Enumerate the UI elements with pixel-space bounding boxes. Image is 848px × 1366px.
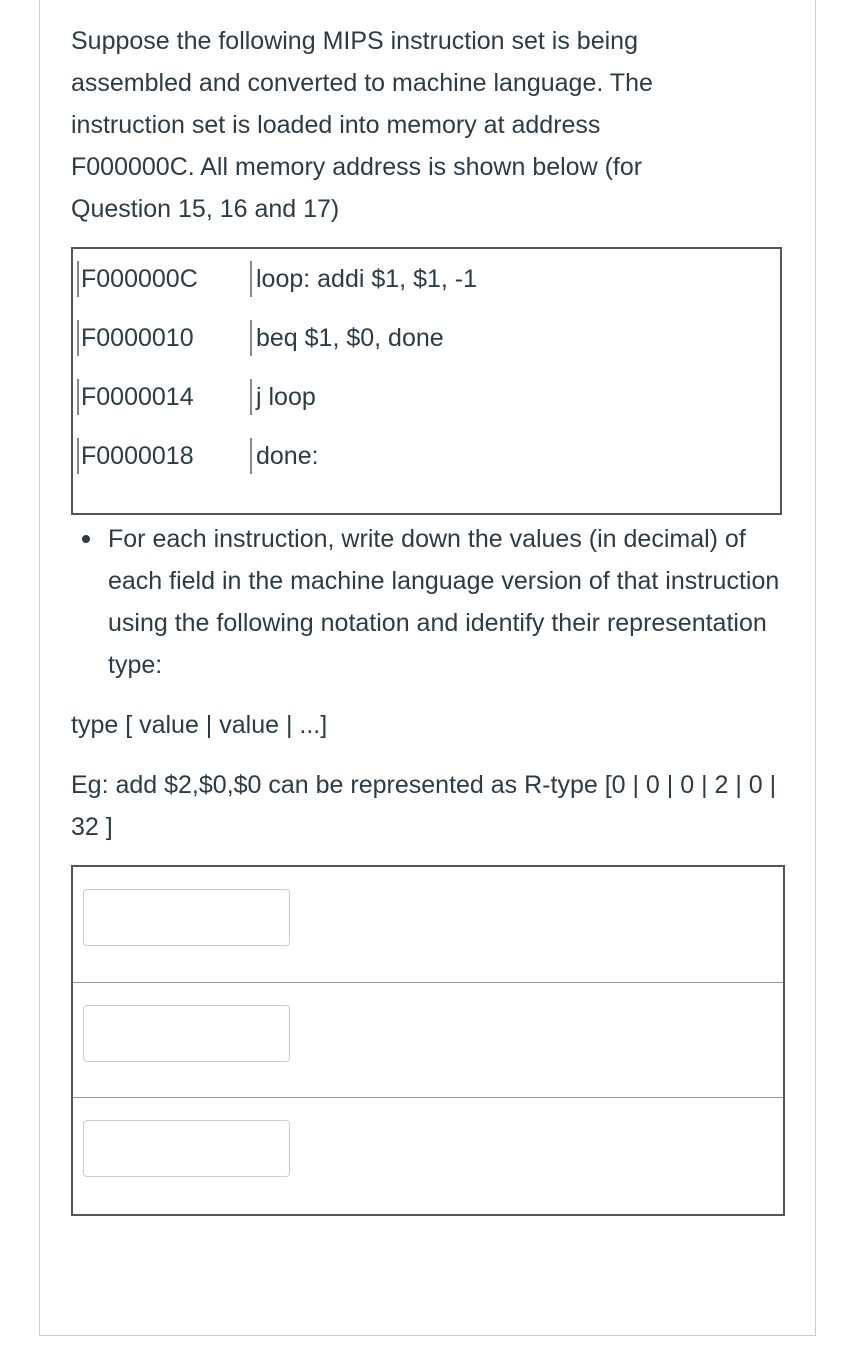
instruction-row (73, 308, 780, 367)
instruction-row (73, 367, 780, 426)
instruction-row (73, 426, 780, 485)
memory-address: F0000018 (77, 438, 194, 474)
answer-input-1[interactable] (83, 889, 290, 946)
instruction-text: loop: addi $1, $1, -1 (250, 261, 477, 297)
instruction-text: beq $1, $0, done (250, 320, 444, 356)
memory-address: F000000C (77, 261, 198, 297)
instruction-table (71, 247, 782, 515)
memory-address: F0000010 (77, 320, 194, 356)
answer-row (73, 1097, 783, 1212)
answer-input-2[interactable] (83, 1005, 290, 1062)
instruction-text: done: (250, 438, 319, 474)
list-item (71, 518, 791, 686)
answer-table (71, 865, 785, 1216)
answer-row (73, 867, 783, 982)
bullet-icon (82, 535, 90, 543)
bullet-text: For each instruction, write down the values (in decimal) of each field in the machine language version of that instruction using the following notation and identify their representation type: (108, 525, 780, 679)
memory-address: F0000014 (77, 379, 194, 415)
answer-input-3[interactable] (83, 1120, 290, 1177)
question-intro-text: Suppose the following MIPS instruction set is being assembled and converted to machine language. The instruction set is loaded into memory at address F000000C. All memory address is shown below (for Question 15, 16 and 17) (71, 27, 653, 223)
instructions-list (71, 518, 791, 686)
instruction-row (73, 249, 780, 308)
answer-row (73, 982, 783, 1097)
instruction-text: j loop (250, 379, 316, 415)
notation-text: type [ value | value | ...] (71, 711, 328, 739)
example-text: Eg: add $2,$0,$0 can be represented as R-type [0 | 0 | 0 | 2 | 0 | 32 ] (71, 771, 777, 841)
